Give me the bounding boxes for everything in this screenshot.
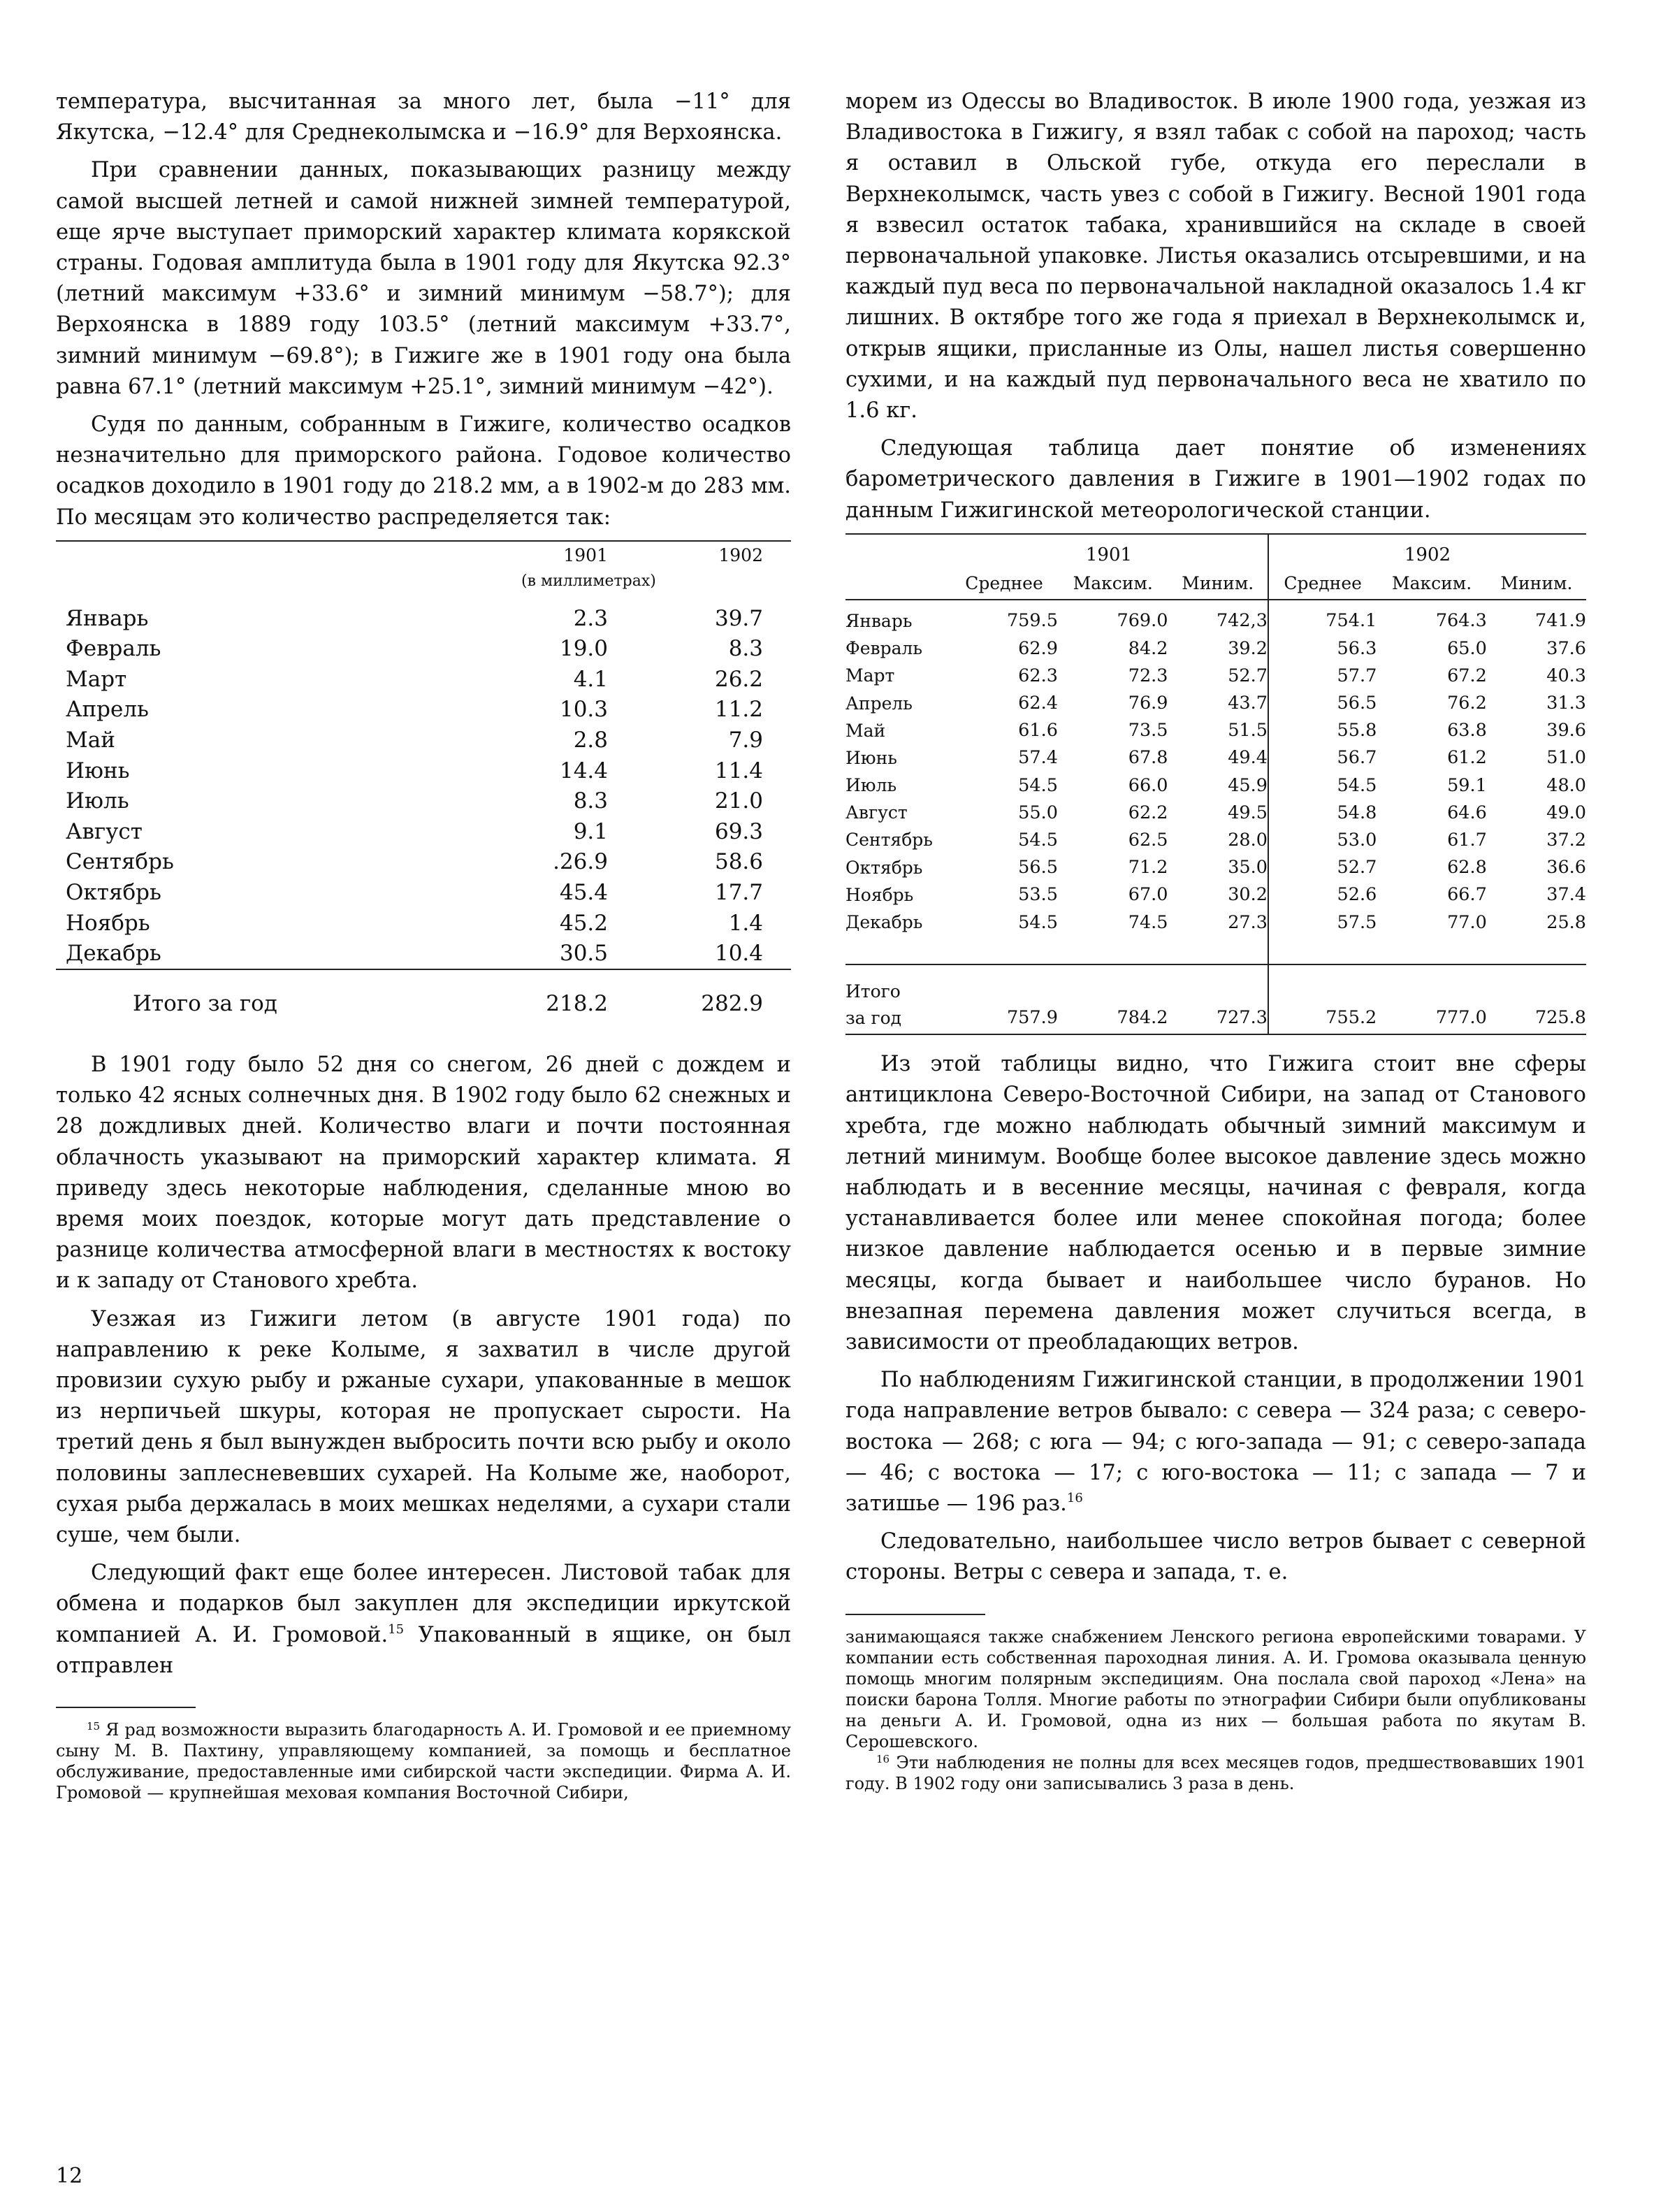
month-cell: Июль	[845, 775, 897, 796]
value-cell: 764.3	[1435, 610, 1487, 632]
table-header-empty	[56, 541, 482, 570]
table-row	[845, 600, 1586, 635]
footnote-divider	[56, 1707, 196, 1708]
value-cell: 2.3	[573, 605, 608, 631]
value-cell: 62.4	[1018, 693, 1058, 714]
value-cell: 52.6	[1268, 881, 1377, 909]
value-cell: 26.2	[714, 666, 763, 692]
table-row	[56, 847, 791, 878]
table-row	[56, 664, 791, 695]
value-cell: 69.3	[714, 818, 763, 844]
value-cell: 31.3	[1546, 693, 1586, 714]
value-cell: 742,3	[1216, 610, 1268, 632]
table-total: 727.3	[1168, 1002, 1268, 1034]
month-cell: Март	[66, 666, 127, 692]
value-cell: 57.4	[1018, 747, 1058, 769]
table-total-label: Итого	[845, 964, 950, 1002]
value-cell: 759.5	[1006, 610, 1058, 632]
month-cell: Май	[845, 720, 886, 741]
month-cell: Январь	[845, 610, 913, 631]
paragraph-text: Упакованный в ящике, он был отправлен	[56, 1622, 791, 1678]
value-cell: 769.0	[1117, 610, 1168, 632]
month-cell: Апрель	[845, 693, 913, 714]
paragraph: В 1901 году было 52 дня со снегом, 26 дней с дождем и только 42 ясных солнечных дня. В 1902 году было 62 снежных и 28 дождливых дней. Количество влаги и почти постоянная облачность указывают на приморский характер климата. Я приведу здесь некоторые наблюдения, сделанные мною во время моих поездок, которые могут дать представление о разнице количества атмосферной влаги в местностях к востоку и к западу от Станового хребта.	[56, 1052, 791, 1294]
table-row	[56, 786, 791, 816]
value-cell: 45.2	[559, 910, 608, 936]
col-label: Среднее	[950, 568, 1058, 600]
value-cell: 72.3	[1128, 665, 1168, 686]
paragraph	[845, 1365, 1586, 1519]
value-cell: 61.6	[1018, 720, 1058, 742]
value-cell: 52.7	[1268, 854, 1377, 881]
table-header-1902: 1902	[1268, 534, 1586, 568]
table-row	[56, 938, 791, 969]
value-cell: 8.3	[728, 636, 763, 662]
paragraph: Следовательно, наибольшее число ветров бывает с северной стороны. Ветры с севера и запада, т. е.	[845, 1529, 1586, 1585]
value-cell: 19.0	[559, 636, 608, 662]
paragraph-text: Следующий факт еще более интересен. Листовой табак для обмена и подарков был закуплен для экспедиции иркутской компанией А. И. Громовой.	[56, 1561, 791, 1647]
table-total-1902: 282.9	[651, 969, 791, 1037]
table-row	[56, 756, 791, 786]
value-cell: 30.2	[1228, 884, 1268, 906]
value-cell: 11.2	[714, 697, 763, 723]
value-cell: 56.5	[1268, 689, 1377, 716]
month-cell: Апрель	[66, 697, 149, 723]
month-cell: Январь	[66, 605, 149, 631]
col-label: Максим.	[1058, 568, 1168, 600]
paragraph: Уезжая из Гижиги летом (в августе 1901 года) по направлению к реке Колыме, я захватил в числе другой провизии сухую рыбу и ржаные сухари, упакованные в мешок из нерпичьей шкуры, которая не пропускает сырости. На третий день я был вынужден выбросить почти всю рыбу и около половины заплесневевших сухарей. На Колыме же, наоборот, сухая рыба держалась в моих мешках неделями, а сухари стали суше, чем были.	[56, 1306, 791, 1548]
value-cell: 54.5	[1018, 774, 1058, 796]
value-cell: 55.8	[1268, 717, 1377, 744]
month-cell: Февраль	[66, 636, 161, 662]
value-cell: 62.2	[1128, 802, 1168, 823]
value-cell: 58.6	[714, 849, 763, 875]
value-cell: 49.0	[1546, 802, 1586, 823]
value-cell: 40.3	[1546, 665, 1586, 686]
value-cell: 7.9	[728, 728, 763, 753]
month-cell: Октябрь	[845, 857, 923, 878]
value-cell: 10.4	[714, 941, 763, 967]
table-row	[845, 717, 1586, 744]
value-cell: 54.5	[1018, 829, 1058, 851]
month-cell: Март	[845, 665, 895, 686]
month-cell: Февраль	[845, 638, 923, 659]
table-header-1901: 1901	[950, 534, 1268, 568]
value-cell: 76.9	[1128, 693, 1168, 714]
value-cell: 56.7	[1268, 744, 1377, 772]
table-header-empty	[845, 534, 950, 568]
table-row	[845, 772, 1586, 799]
table-total: 757.9	[950, 1002, 1058, 1034]
value-cell: 56.3	[1268, 635, 1377, 662]
left-column	[56, 87, 791, 1803]
table-total: 755.2	[1268, 1002, 1377, 1034]
table-row	[845, 662, 1586, 689]
value-cell: 10.3	[559, 697, 608, 723]
value-cell: 28.0	[1228, 829, 1268, 851]
value-cell: 62.5	[1128, 829, 1168, 851]
table-row	[845, 881, 1586, 909]
month-cell: Ноябрь	[845, 884, 914, 905]
value-cell: 741.9	[1534, 610, 1586, 632]
month-cell: Май	[66, 728, 115, 753]
table-total-label: за год	[845, 1002, 950, 1034]
month-cell: Декабрь	[66, 941, 161, 967]
table-row	[56, 908, 791, 939]
precipitation-table	[56, 540, 791, 1037]
value-cell: 14.4	[559, 758, 608, 783]
value-cell: 39.7	[714, 605, 763, 631]
paragraph: Судя по данным, собранным в Гижиге, количество осадков незначительно для приморского района. Годовое количество осадков доходило в 1901 году до 218.2 мм, а в 1902-м до 283 мм. По месяцам это количество распределяется так:	[56, 412, 791, 530]
value-cell: 37.6	[1546, 637, 1586, 659]
footnote-text: Я рад возможности выразить благодарность А. И. Громовой и ее приемному сыну М. В. Пахтину, управляющему компанией, за помощь и бесплатное обслуживание, предоставленные ими сибирской части экспедиции. Фирма А. И. Громовой — крупнейшая меховая компания Восточной Сибири,	[56, 1720, 791, 1803]
table-row	[56, 695, 791, 725]
value-cell: 63.8	[1447, 720, 1487, 742]
footnote-divider	[845, 1614, 985, 1615]
month-cell: Сентябрь	[845, 830, 933, 851]
table-total-1901: 218.2	[482, 969, 651, 1037]
value-cell: 27.3	[1228, 911, 1268, 933]
value-cell: 37.4	[1546, 884, 1586, 906]
value-cell: 37.2	[1546, 829, 1586, 851]
right-column	[845, 87, 1586, 1794]
table-row	[845, 689, 1586, 716]
footnote-number: 16	[876, 1752, 890, 1765]
value-cell: 45.9	[1228, 774, 1268, 796]
paragraph	[56, 1558, 791, 1682]
paragraph-text: По наблюдениям Гижигинской станции, в продолжении 1901 года направление ветров бывало: с севера — 324 раза; с северо-востока — 268; с юга — 94; с юго-запада — 91; с северо-запада — 46; с востока — 17; с юго-востока — 11; с запада — 7 и затишье — 196 раз.	[845, 1368, 1586, 1516]
value-cell: 54.8	[1268, 799, 1377, 826]
value-cell: 49.4	[1228, 747, 1268, 769]
month-cell: Ноябрь	[66, 910, 150, 936]
value-cell: 8.3	[573, 788, 608, 814]
col-label: Среднее	[1268, 568, 1377, 600]
month-cell: Август	[845, 802, 908, 823]
value-cell: 39.2	[1228, 637, 1268, 659]
value-cell: 25.8	[1546, 911, 1586, 933]
table-total: 777.0	[1377, 1002, 1487, 1034]
value-cell: 9.1	[573, 818, 608, 844]
value-cell: 76.2	[1447, 693, 1487, 714]
pressure-table	[845, 533, 1586, 1035]
value-cell: 74.5	[1128, 911, 1168, 933]
value-cell: 67.8	[1128, 747, 1168, 769]
value-cell: 57.5	[1268, 909, 1377, 936]
value-cell: 754.1	[1268, 600, 1377, 635]
paragraph: температура, высчитанная за много лет, была −11° для Якутска, −12.4° для Среднеколымска и −16.9° для Верхоянска.	[56, 89, 791, 145]
value-cell: 59.1	[1447, 774, 1487, 796]
month-cell: Сентябрь	[66, 849, 174, 875]
value-cell: 54.5	[1018, 911, 1058, 933]
value-cell: 51.0	[1546, 747, 1586, 769]
month-cell: Июль	[66, 788, 129, 814]
value-cell: 2.8	[573, 728, 608, 753]
paragraph: Следующая таблица дает понятие об изменениях барометрического давления в Гижиге в 1901—1902 годах по данным Гижигинской метеорологической станции.	[845, 436, 1586, 523]
table-row	[845, 854, 1586, 881]
month-cell: Октябрь	[66, 879, 161, 905]
table-row	[56, 593, 791, 634]
value-cell: 36.6	[1546, 857, 1586, 879]
table-row	[845, 799, 1586, 826]
value-cell: 62.3	[1018, 665, 1058, 686]
table-total: 784.2	[1058, 1002, 1168, 1034]
value-cell: 11.4	[714, 758, 763, 783]
value-cell: 61.2	[1447, 747, 1487, 769]
paragraph: Из этой таблицы видно, что Гижига стоит вне сферы антициклона Северо-Восточной Сибири, на запад от Станового хребта, где можно наблюдать обычный зимний максимум и летний минимум. Вообще более высокое давление здесь можно наблюдать и в весенние месяцы, начиная с февраля, когда устанавливается более или менее спокойная погода; более низкое давление наблюдается осенью и в первые зимние месяцы, когда бывает и наибольшее число буранов. Но внезапная перемена давления может случиться всегда, в зависимости от преобладающих ветров.	[845, 1052, 1586, 1354]
footnote-15	[56, 1719, 791, 1803]
value-cell: 57.7	[1268, 662, 1377, 689]
table-header-1901: 1901	[482, 541, 651, 570]
value-cell: 4.1	[573, 666, 608, 692]
month-cell: Декабрь	[845, 912, 923, 932]
value-cell: 55.0	[1018, 802, 1058, 823]
table-header-1902: 1902	[651, 541, 791, 570]
month-cell: Июнь	[66, 758, 130, 783]
value-cell: 35.0	[1228, 857, 1268, 879]
paragraph: морем из Одессы во Владивосток. В июле 1900 года, уезжая из Владивостока в Гижигу, я взял табак с собой на пароход; часть я оставил в Ольской губе, откуда его переслали в Верхнеколымск, часть увез с собой в Гижигу. Весной 1901 года я взвесил остаток табака, хранившийся на складе в своей первоначальной упаковке. Листья оказались отсыревшими, и на каждый пуд веса по первоначальной накладной оказалось 1.4 кг лишних. В октябре того же года я приехал в Верхнеколымск и, открыв ящики, присланные из Олы, нашел листья совершенно сухими, и на каждый пуд первоначального веса не хватило по 1.6 кг.	[845, 89, 1586, 424]
value-cell: 61.7	[1447, 829, 1487, 851]
table-row	[845, 635, 1586, 662]
value-cell: 66.0	[1128, 774, 1168, 796]
value-cell: 71.2	[1128, 857, 1168, 879]
value-cell: 21.0	[714, 788, 763, 814]
value-cell: 62.9	[1018, 637, 1058, 659]
col-label: Миним.	[1487, 568, 1586, 600]
value-cell: 43.7	[1228, 693, 1268, 714]
precipitation-table-body	[56, 593, 791, 969]
table-row	[845, 826, 1586, 853]
table-total: 725.8	[1487, 1002, 1586, 1034]
table-row	[56, 633, 791, 664]
paragraph: При сравнении данных, показывающих разницу между самой высшей летней и самой нижней зимней температурой, еще ярче выступает приморский характер климата корякской страны. Годовая амплитуда была в 1901 году для Якутска 92.3° (летний максимум +33.6° и зимний минимум −58.7°); для Верхоянска в 1889 году 103.5° (летний максимум +33.7°, зимний минимум −69.8°); в Гижиге же в 1901 году она была равна 67.1° (летний максимум +25.1°, зимний минимум −42°).	[56, 158, 791, 399]
value-cell: 65.0	[1447, 637, 1487, 659]
value-cell: 51.5	[1228, 720, 1268, 742]
value-cell: 52.7	[1228, 665, 1268, 686]
value-cell: 77.0	[1447, 911, 1487, 933]
month-cell: Июнь	[845, 747, 897, 768]
value-cell: 67.0	[1128, 884, 1168, 906]
page-number: 12	[56, 2164, 83, 2188]
value-cell: 53.5	[1018, 884, 1058, 906]
footnote-ref: 15	[388, 1621, 405, 1637]
table-row	[845, 909, 1586, 936]
table-row	[56, 877, 791, 908]
value-cell: 39.6	[1546, 720, 1586, 742]
value-cell: 49.5	[1228, 802, 1268, 823]
value-cell: 45.4	[559, 879, 608, 905]
value-cell: 64.6	[1447, 802, 1487, 823]
pressure-table-body	[845, 600, 1586, 936]
value-cell: 66.7	[1447, 884, 1487, 906]
value-cell: 30.5	[559, 941, 608, 967]
col-label: Максим.	[1377, 568, 1487, 600]
footnote-number: 15	[87, 1720, 101, 1733]
table-row	[56, 725, 791, 756]
footnote-16	[845, 1752, 1586, 1794]
table-unit: (в миллиметрах)	[521, 572, 656, 591]
value-cell: 48.0	[1546, 774, 1586, 796]
value-cell: 73.5	[1128, 720, 1168, 742]
value-cell: 17.7	[714, 879, 763, 905]
value-cell: 53.0	[1268, 826, 1377, 853]
table-row	[845, 744, 1586, 772]
value-cell: 67.2	[1447, 665, 1487, 686]
table-row	[56, 816, 791, 847]
footnote-continuation: занимающаяся также снабжением Ленского региона европейскими товарами. У компании есть собственная пароходная линия. А. И. Громова оказывала ценную помощь многим полярным экспедициям. Она послала свой пароход «Лена» на поиски барона Толля. Многие работы по этнографии Сибири были опубликованы на деньги А. И. Громовой, одна из них — большая работа по якутам В. Серошевского.	[845, 1626, 1586, 1751]
col-label: Миним.	[1168, 568, 1268, 600]
value-cell: .26.9	[553, 849, 608, 875]
value-cell: 54.5	[1268, 772, 1377, 799]
footnote-text: Эти наблюдения не полны для всех месяцев годов, предшествовавших 1901 году. В 1902 году они записывались 3 раза в день.	[845, 1752, 1586, 1793]
value-cell: 1.4	[728, 910, 763, 936]
month-cell: Август	[66, 818, 143, 844]
footnote-ref: 16	[1066, 1490, 1083, 1505]
table-total-label: Итого за год	[56, 969, 482, 1037]
value-cell: 56.5	[1018, 857, 1058, 879]
value-cell: 62.8	[1447, 857, 1487, 879]
value-cell: 84.2	[1128, 637, 1168, 659]
